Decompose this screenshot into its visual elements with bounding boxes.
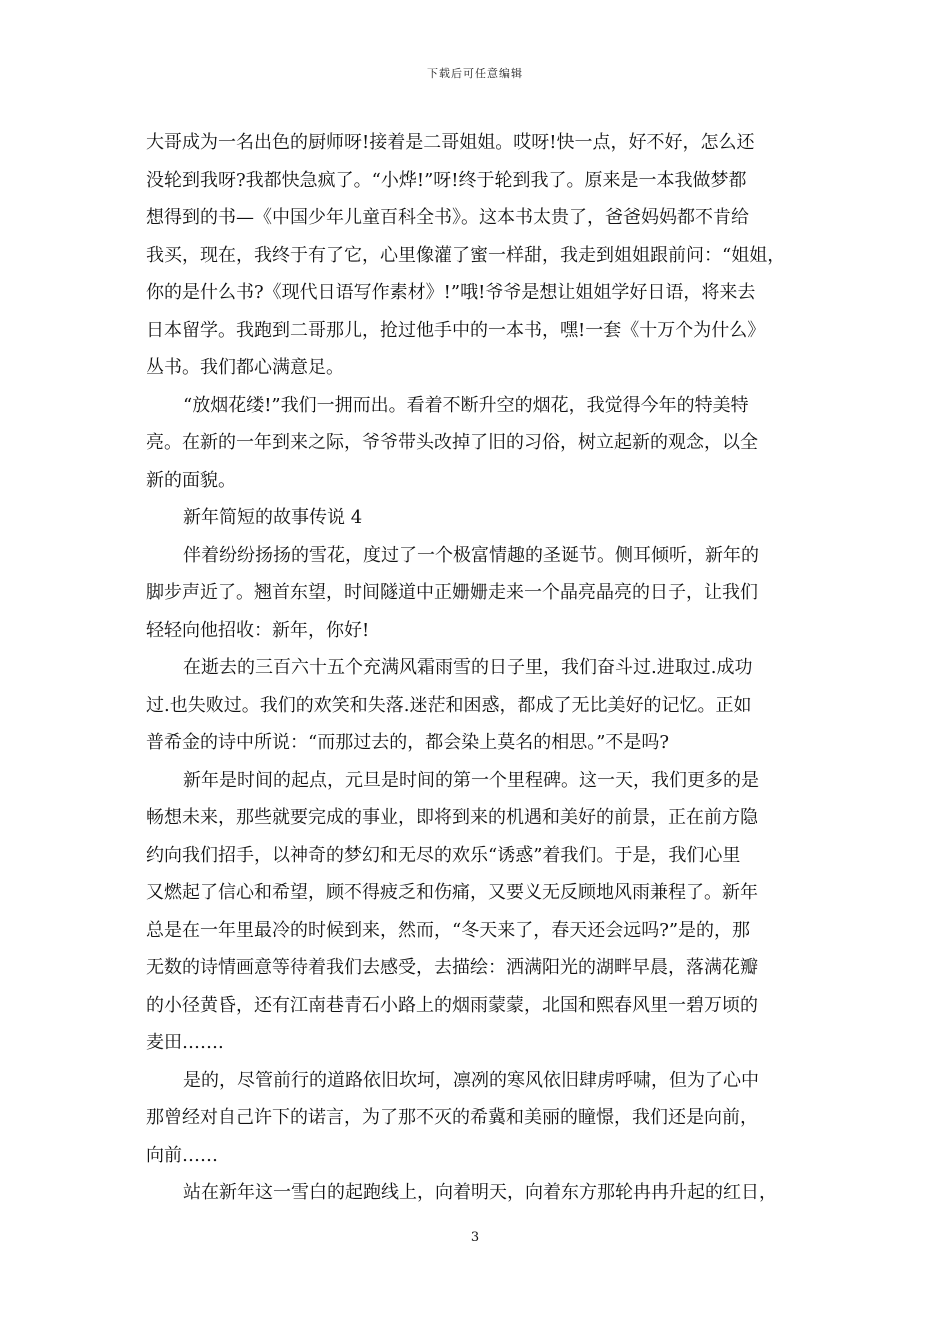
paragraph bbox=[146, 499, 810, 537]
text-line: 约向我们招手，以神奇的梦幻和无尽的欢乐“诱惑”着我们。于是，我们心里 bbox=[146, 844, 741, 866]
paragraph bbox=[146, 387, 810, 500]
text-line: 想得到的书—《中国少年儿童百科全书》。这本书太贵了，爸爸妈妈都不肯给 bbox=[146, 207, 749, 228]
text-line: 我买，现在，我终于有了它，心里像灌了蜜一样甜，我走到姐姐跟前问：“姐姐， bbox=[146, 244, 786, 266]
paragraph bbox=[146, 537, 810, 650]
text-line: 大哥成为一名出色的厨师呀!接着是二哥姐姐。哎呀!快一点，好不好，怎么还 bbox=[146, 132, 755, 153]
document-body bbox=[146, 124, 810, 1212]
text-line: “放烟花缕!”我们一拥而出。看着不断升空的烟花，我觉得今年的特美特 bbox=[183, 394, 749, 416]
text-line: 伴着纷纷扬扬的雪花，度过了一个极富情趣的圣诞节。侧耳倾听，新年的 bbox=[183, 544, 759, 566]
text-line: 普希金的诗中所说：“而那过去的，都会染上莫名的相思。”不是吗? bbox=[146, 732, 670, 753]
text-line: 新年是时间的起点，元旦是时间的第一个里程碑。这一天，我们更多的是 bbox=[183, 769, 759, 791]
page-header: 下载后可任意编辑 bbox=[427, 67, 523, 80]
paragraph bbox=[146, 1174, 810, 1212]
text-line: 新的面貌。 bbox=[146, 469, 236, 491]
text-line: 的小径黄昏，还有江南巷青石小路上的烟雨蒙蒙，北国和熙春风里一碧万顷的 bbox=[146, 994, 758, 1016]
text-line: 日本留学。我跑到二哥那儿，抢过他手中的一本书，嘿!一套《十万个为什么》 bbox=[146, 319, 766, 341]
text-line: 脚步声近了。翘首东望，时间隧道中正姗姗走来一个晶亮晶亮的日子，让我们 bbox=[146, 582, 758, 603]
text-line: 新年简短的故事传说 4 bbox=[183, 507, 363, 528]
text-line: 向前…… bbox=[146, 1144, 218, 1166]
text-line: 麦田……. bbox=[146, 1032, 224, 1053]
text-line: 无数的诗情画意等待着我们去感受，去描绘：洒满阳光的湖畔早晨，落满花瓣 bbox=[146, 957, 758, 978]
paragraph bbox=[146, 1062, 810, 1175]
text-line: 没轮到我呀?我都快急疯了。“小烨!”呀!终于轮到我了。原来是一本我做梦都 bbox=[146, 169, 747, 191]
text-line: 站在新年这一雪白的起跑线上，向着明天，向着东方那轮冉冉升起的红日， bbox=[183, 1182, 777, 1203]
paragraph bbox=[146, 649, 810, 762]
paragraph bbox=[146, 762, 810, 1062]
text-line: 那曾经对自己许下的诺言，为了那不灭的希冀和美丽的瞳憬，我们还是向前， bbox=[146, 1107, 758, 1128]
text-line: 总是在一年里最冷的时候到来，然而，“冬天来了，春天还会远吗?”是的，那 bbox=[146, 919, 751, 941]
text-line: 又燃起了信心和希望，顾不得疲乏和伤痛，又要义无反顾地风雨兼程了。新年 bbox=[146, 882, 758, 903]
text-line: 你的是什么书?《现代日语写作素材》!”哦!爷爷是想让姐姐学好日语，将来去 bbox=[146, 282, 756, 303]
text-line: 是的，尽管前行的道路依旧坎坷，凛冽的寒风依旧肆虏呼啸，但为了心中 bbox=[183, 1069, 759, 1091]
text-line: 轻轻向他招收：新年，你好! bbox=[146, 619, 370, 641]
text-line: 丛书。我们都心满意足。 bbox=[146, 357, 344, 378]
text-line: 亮。在新的一年到来之际，爷爷带头改掉了旧的习俗，树立起新的观念，以全 bbox=[146, 432, 758, 453]
text-line: 畅想未来，那些就要完成的事业，即将到来的机遇和美好的前景，正在前方隐 bbox=[146, 807, 758, 828]
paragraph bbox=[146, 124, 810, 387]
text-line: 过.也失败过。我们的欢笑和失落.迷茫和困惑，都成了无比美好的记忆。正如 bbox=[146, 694, 752, 716]
page-number: 3 bbox=[470, 1230, 480, 1245]
text-line: 在逝去的三百六十五个充满风霜雨雪的日子里，我们奋斗过.进取过.成功 bbox=[183, 657, 753, 678]
